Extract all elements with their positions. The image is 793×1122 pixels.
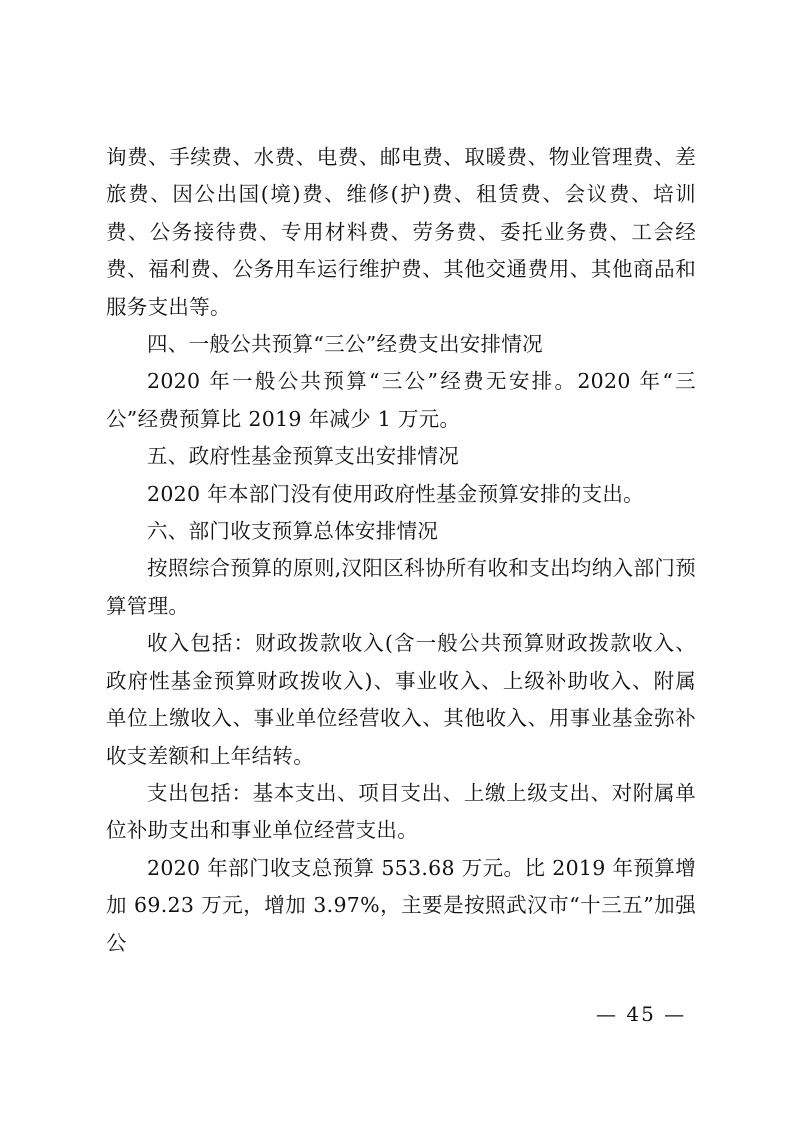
paragraph-income-items: 收入包括：财政拨款收入(含一般公共预算财政拨款收入、政府性基金预算财政拨收入)、事业收入、上级补助收入、附属单位上缴收入、事业单位经营收入、其他收入、用事业基金弥补收支差额和上年结转。 bbox=[106, 631, 696, 768]
document-body bbox=[106, 139, 696, 962]
heading-section-six: 六、部门收支预算总体安排情况 bbox=[147, 519, 439, 544]
paragraph-three-public-expenses: 2020 年一般公共预算“三公”经费无安排。2020 年“三公”经费预算比 2019 年减少 1 万元。 bbox=[106, 369, 696, 431]
heading-section-four: 四、一般公共预算“三公”经费支出安排情况 bbox=[147, 332, 543, 357]
page-number: — 45 — bbox=[596, 1002, 687, 1026]
paragraph-government-fund: 2020 年本部门没有使用政府性基金预算安排的支出。 bbox=[147, 481, 644, 506]
paragraph-total-budget: 2020 年部门收支总预算 553.68 万元。比 2019 年预算增加 69.23 万元，增加 3.97%，主要是按照武汉市“十三五”加强公 bbox=[106, 855, 696, 955]
paragraph-comprehensive-budget: 按照综合预算的原则,汉阳区科协所有收和支出均纳入部门预算管理。 bbox=[106, 556, 696, 618]
paragraph-expenditure-items: 支出包括：基本支出、项目支出、上缴上级支出、对附属单位补助支出和事业单位经营支出。 bbox=[106, 780, 696, 843]
paragraph-expense-items: 询费、手续费、水费、电费、邮电费、取暖费、物业管理费、差旅费、因公出国(境)费、维修(护)费、租赁费、会议费、培训费、公务接待费、专用材料费、劳务费、委托业务费、工会经费、福利费、公务用车运行维护费、其他交通费用、其他商品和服务支出等。 bbox=[106, 145, 696, 319]
heading-section-five: 五、政府性基金预算支出安排情况 bbox=[147, 444, 459, 469]
